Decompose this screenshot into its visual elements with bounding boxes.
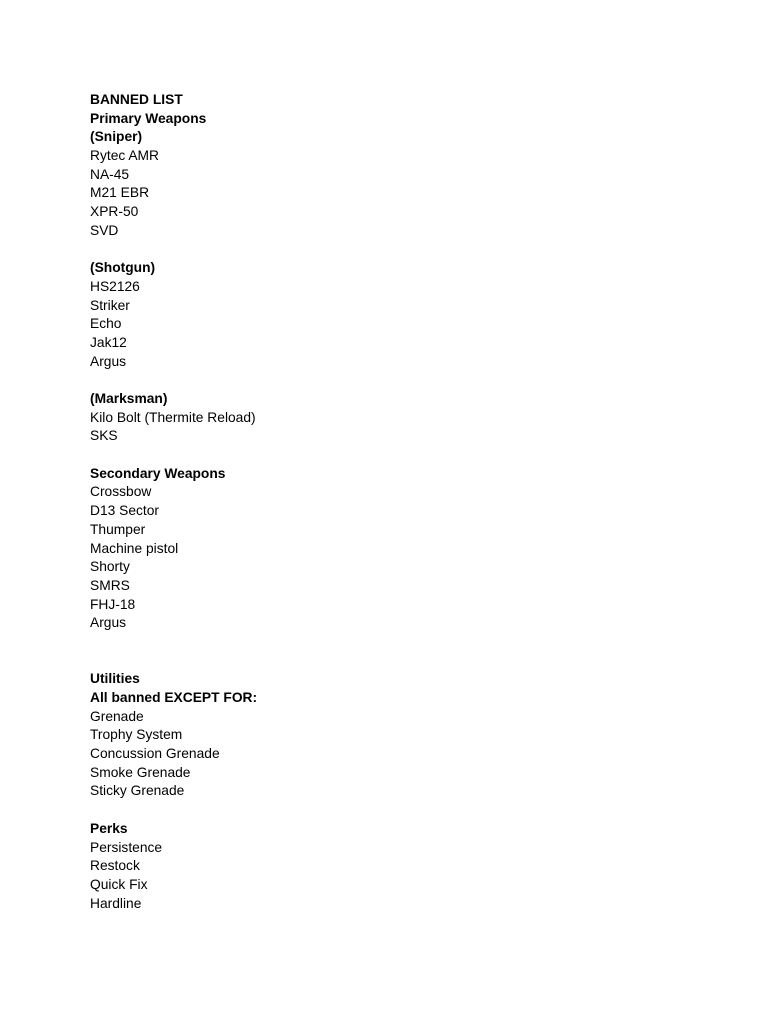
list-item: Jak12 (90, 334, 127, 350)
sniper-heading: (Sniper) (90, 129, 143, 145)
utilities-heading: Utilities (90, 671, 140, 687)
marksman-section (90, 390, 690, 446)
list-item: Argus (90, 353, 127, 369)
blank-line (90, 801, 690, 820)
document-page (90, 91, 690, 913)
utilities-subheading: All banned EXCEPT FOR: (90, 690, 258, 706)
list-item: Echo (90, 316, 122, 332)
sniper-section (90, 128, 690, 240)
list-item: Kilo Bolt (Thermite Reload) (90, 409, 256, 425)
list-item: Concussion Grenade (90, 746, 220, 762)
list-item: Machine pistol (90, 540, 179, 556)
list-item: Rytec AMR (90, 148, 159, 164)
list-item: Restock (90, 858, 140, 874)
list-item: SMRS (90, 577, 130, 593)
perks-section (90, 820, 690, 913)
list-item: Thumper (90, 521, 146, 537)
list-item: SVD (90, 222, 119, 238)
list-item: Shorty (90, 559, 130, 575)
list-item: Sticky Grenade (90, 783, 185, 799)
list-item: HS2126 (90, 278, 140, 294)
list-item: XPR-50 (90, 204, 139, 220)
blank-line (90, 446, 690, 465)
list-item: Striker (90, 297, 130, 313)
list-item: D13 Sector (90, 503, 160, 519)
blank-line (90, 241, 690, 260)
document-title: BANNED LIST (90, 92, 183, 107)
list-item: Quick Fix (90, 876, 148, 892)
list-item: Grenade (90, 708, 144, 724)
list-item: Smoke Grenade (90, 764, 191, 780)
list-item: M21 EBR (90, 185, 150, 201)
list-item: Argus (90, 615, 127, 631)
list-item: Hardline (90, 895, 142, 911)
list-item: SKS (90, 428, 118, 444)
blank-line (90, 371, 690, 390)
blank-line (90, 633, 690, 670)
perks-heading: Perks (90, 820, 128, 836)
list-item: Crossbow (90, 484, 152, 500)
list-item: NA-45 (90, 166, 130, 182)
shotgun-heading: (Shotgun) (90, 260, 156, 276)
list-item: Persistence (90, 839, 163, 855)
secondary-weapons-section (90, 465, 690, 633)
list-item: FHJ-18 (90, 596, 136, 612)
primary-weapons-heading: Primary Weapons (90, 110, 207, 126)
secondary-weapons-heading: Secondary Weapons (90, 465, 226, 481)
shotgun-section (90, 259, 690, 371)
list-item: Trophy System (90, 727, 183, 743)
utilities-section (90, 670, 690, 801)
marksman-heading: (Marksman) (90, 391, 168, 406)
